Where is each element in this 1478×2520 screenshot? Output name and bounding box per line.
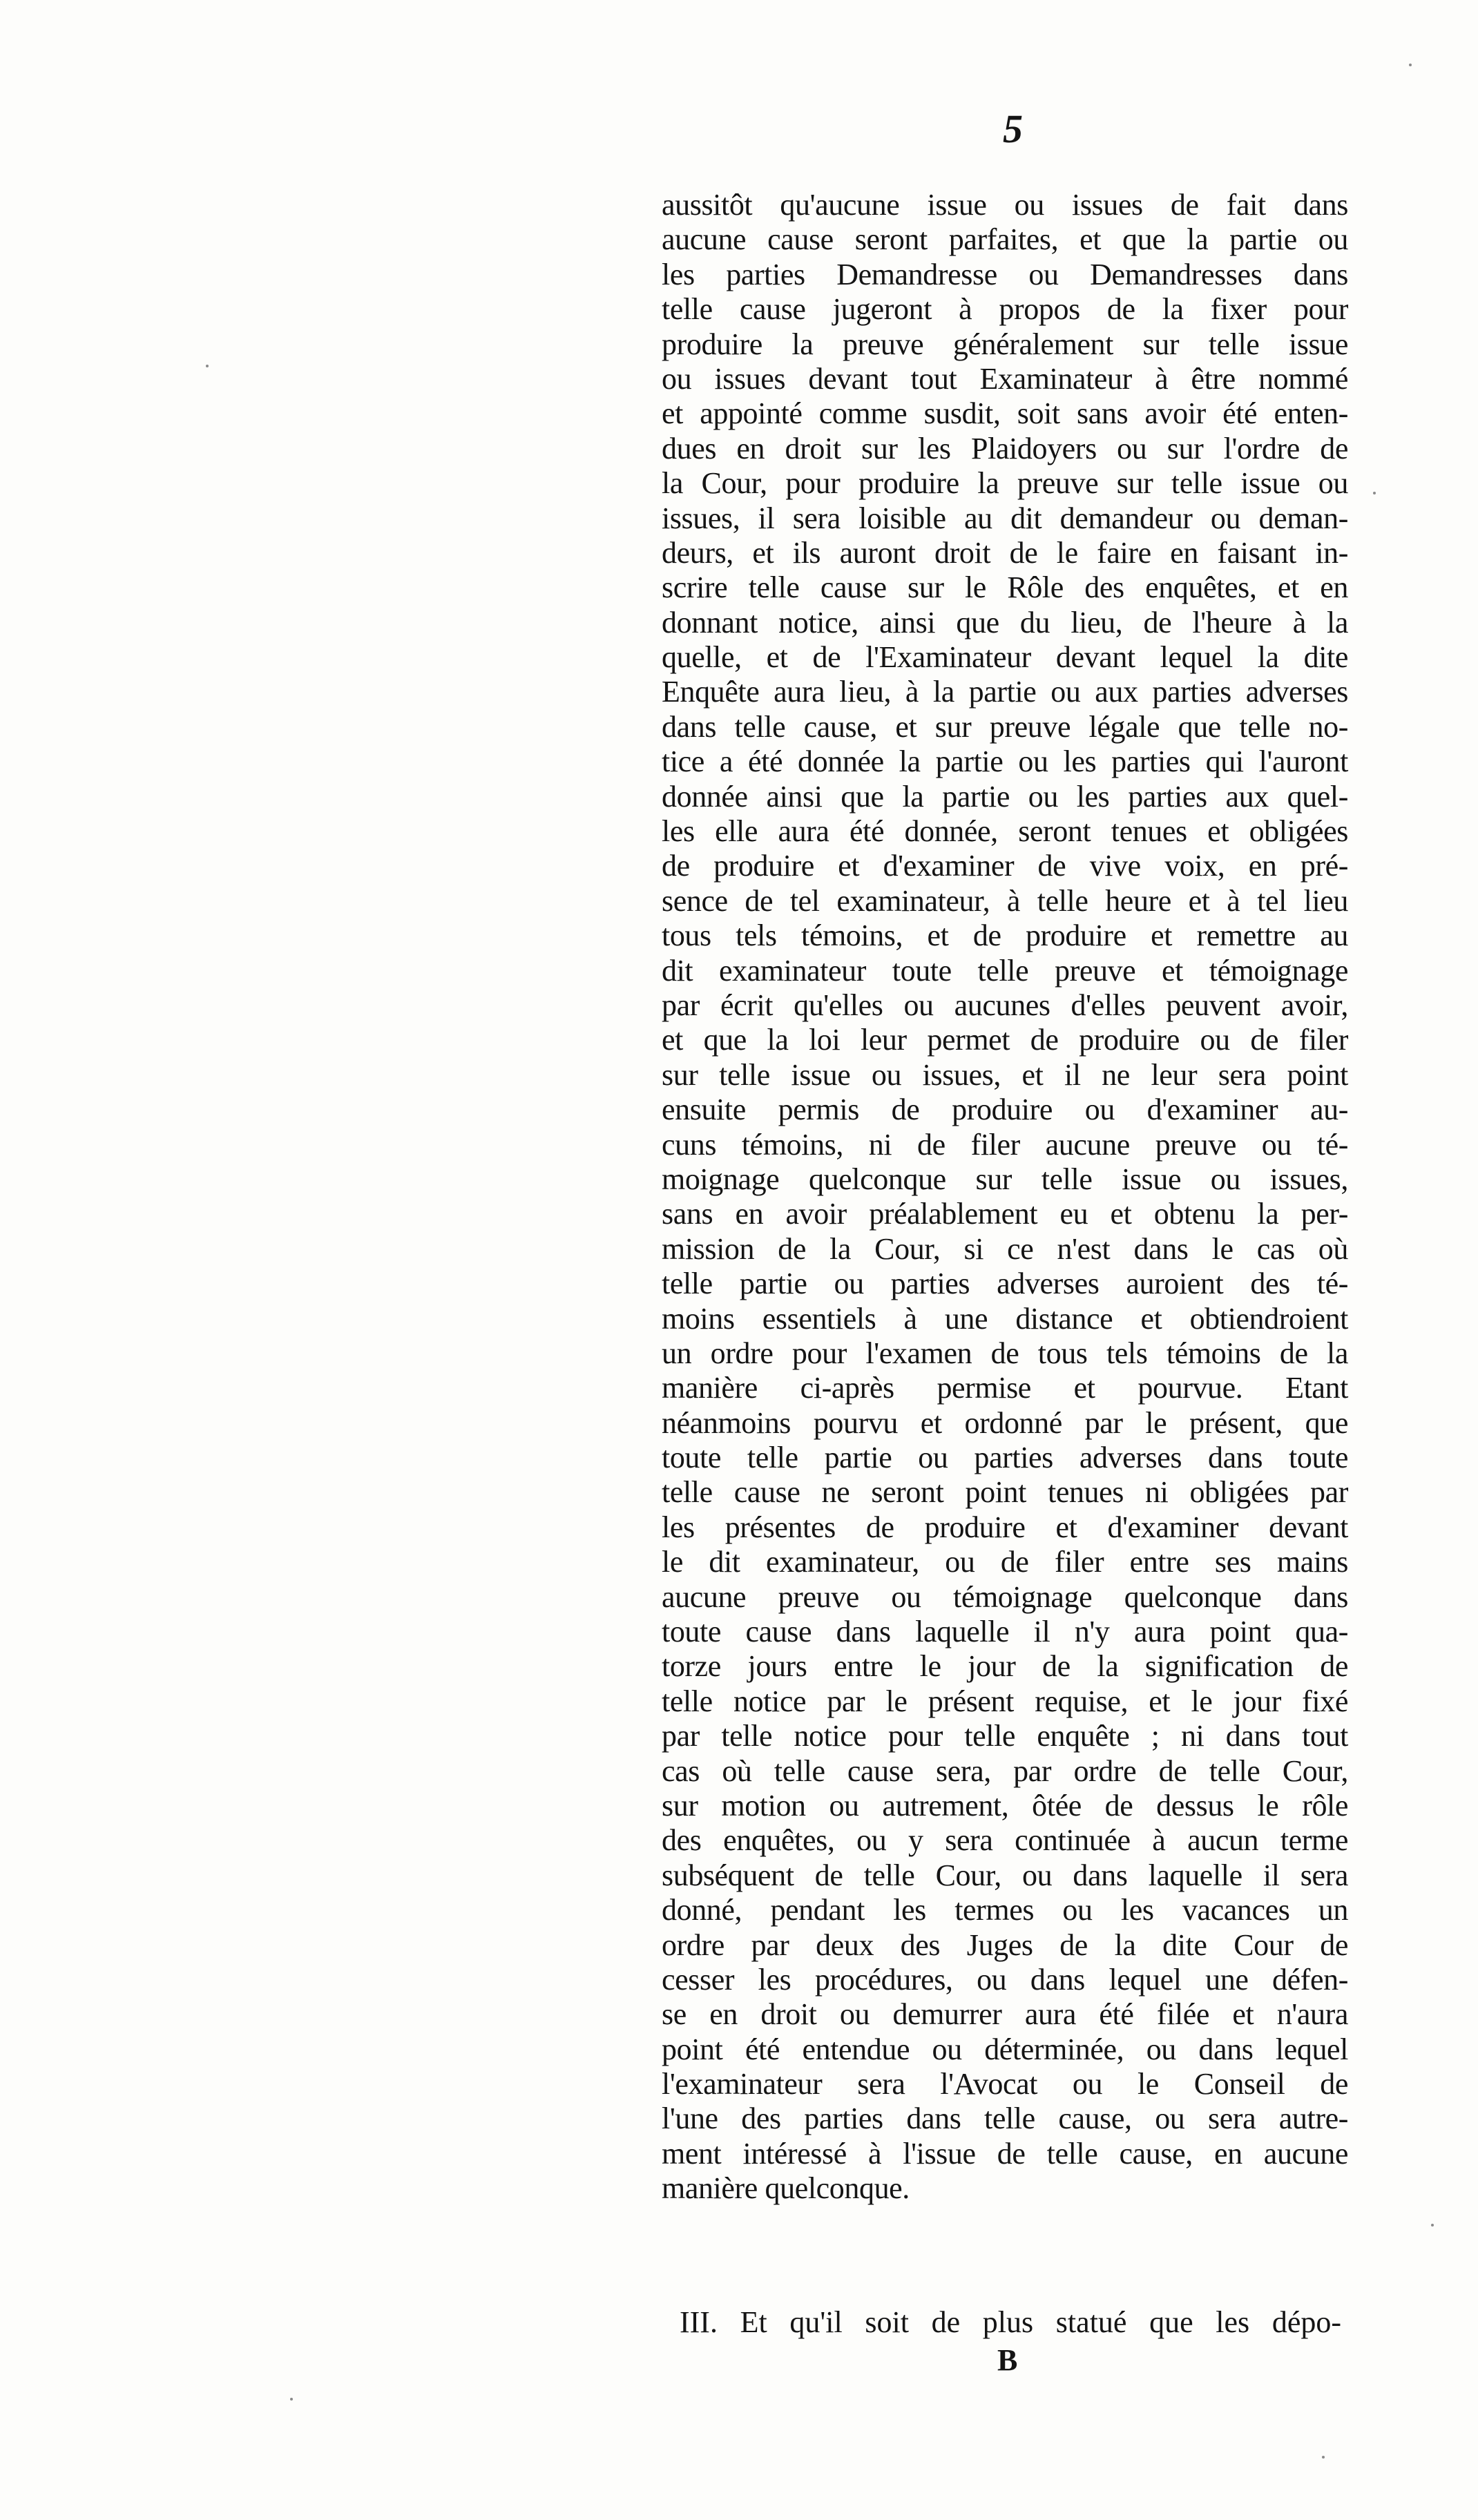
text-line: ment intéressé à l'issue de telle cause, en aucune [662, 2136, 1348, 2171]
text-line: toute telle partie ou parties adverses dans toute [662, 1441, 1348, 1475]
text-line: des enquêtes, ou y sera continuée à aucun terme [662, 1823, 1348, 1858]
text-line: donnant notice, ainsi que du lieu, de l'heure à la [662, 605, 1348, 639]
page-number: 5 [1003, 106, 1023, 151]
text-line: cuns témoins, ni de filer aucune preuve ou té- [662, 1127, 1348, 1162]
text-line: tous tels témoins, et de produire et remettre au [662, 918, 1348, 953]
text-line: se en droit ou demurrer aura été filée et n'aura [662, 1997, 1348, 2032]
text-line: produire la preuve généralement sur telle issue [662, 327, 1348, 361]
paper-speck [1373, 492, 1376, 494]
text-line: scrire telle cause sur le Rôle des enquêtes, et en [662, 570, 1348, 605]
text-line: telle cause jugeront à propos de la fixer pour [662, 292, 1348, 327]
paper-speck [290, 2398, 293, 2401]
text-line: les présentes de produire et d'examiner devant [662, 1510, 1348, 1544]
text-line: par écrit qu'elles ou aucunes d'elles peuvent avoir, [662, 988, 1348, 1022]
text-line: Enquête aura lieu, à la partie ou aux parties adverses [662, 675, 1348, 709]
text-line: sur telle issue ou issues, et il ne leur sera point [662, 1057, 1348, 1092]
text-line: toute cause dans laquelle il n'y aura point qua- [662, 1615, 1348, 1649]
text-line: l'une des parties dans telle cause, ou sera autre- [662, 2101, 1348, 2136]
text-line: sans en avoir préalablement eu et obtenu la per- [662, 1197, 1348, 1231]
text-line: donnée ainsi que la partie ou les parties aux quel- [662, 779, 1348, 814]
text-line: un ordre pour l'examen de tous tels témoins de la [662, 1336, 1348, 1370]
text-line: la Cour, pour produire la preuve sur telle issue ou [662, 466, 1348, 501]
text-line: moins essentiels à une distance et obtiendroient [662, 1301, 1348, 1336]
text-line: le dit examinateur, ou de filer entre ses mains [662, 1545, 1348, 1579]
paper-speck [1431, 2224, 1434, 2226]
text-line: ou issues devant tout Examinateur à être nommé [662, 361, 1348, 396]
text-line: les elle aura été donnée, seront tenues et obligées [662, 814, 1348, 849]
text-line: aucune preuve ou témoignage quelconque dans [662, 1579, 1348, 1614]
text-line: dues en droit sur les Plaidoyers ou sur l'ordre de [662, 431, 1348, 465]
text-line: de produire et d'examiner de vive voix, en pré- [662, 849, 1348, 883]
text-line: dit examinateur toute telle preuve et témoignage [662, 953, 1348, 988]
text-line: ensuite permis de produire ou d'examiner au- [662, 1093, 1348, 1127]
text-line: telle notice par le présent requise, et le jour fixé [662, 1684, 1348, 1718]
text-line: dans telle cause, et sur preuve légale que telle no- [662, 709, 1348, 744]
text-line: sence de tel examinateur, à telle heure et à tel lieu [662, 883, 1348, 918]
text-line: telle partie ou parties adverses auroient des té- [662, 1267, 1348, 1301]
text-line: aussitôt qu'aucune issue ou issues de fait dans [662, 188, 1348, 222]
text-line: cesser les procédures, ou dans lequel une défen- [662, 1962, 1348, 1997]
text-line: l'examinateur sera l'Avocat ou le Conseil de [662, 2067, 1348, 2101]
text-line: subséquent de telle Cour, ou dans laquelle il sera [662, 1858, 1348, 1892]
text-line: aucune cause seront parfaites, et que la partie ou [662, 222, 1348, 257]
text-line: cas où telle cause sera, par ordre de telle Cour, [662, 1753, 1348, 1788]
paper-speck [206, 365, 209, 367]
text-line: ordre par deux des Juges de la dite Cour de [662, 1927, 1348, 1962]
text-line: et appointé comme susdit, soit sans avoir été enten- [662, 396, 1348, 431]
text-line: sur motion ou autrement, ôtée de dessus le rôle [662, 1788, 1348, 1822]
text-line: deurs, et ils auront droit de le faire en faisant in- [662, 535, 1348, 570]
signature-mark: B [997, 2343, 1018, 2377]
text-line: point été entendue ou déterminée, ou dans lequel [662, 2032, 1348, 2066]
text-line: mission de la Cour, si ce n'est dans le cas où [662, 1231, 1348, 1266]
text-line: torze jours entre le jour de la signification de [662, 1649, 1348, 1684]
text-line: les parties Demandresse ou Demandresses dans [662, 257, 1348, 291]
text-line: issues, il sera loisible au dit demandeur ou deman- [662, 501, 1348, 535]
text-line: et que la loi leur permet de produire ou de filer [662, 1023, 1348, 1057]
text-line: manière ci-après permise et pourvue. Etant [662, 1371, 1348, 1405]
text-line: quelle, et de l'Examinateur devant lequel la dite [662, 640, 1348, 675]
body-text [662, 188, 1348, 2206]
text-line: donné, pendant les termes ou les vacances un [662, 1893, 1348, 1927]
text-line: tice a été donnée la partie ou les parties qui l'auront [662, 744, 1348, 779]
text-line-final: manière quelconque. [662, 2171, 910, 2206]
paper-speck [1409, 64, 1412, 66]
paper-speck [1322, 2456, 1325, 2459]
section-iii-opening: III. Et qu'il soit de plus statué que les dépo- [680, 2305, 1341, 2339]
text-line: telle cause ne seront point tenues ni obligées par [662, 1475, 1348, 1510]
text-line: par telle notice pour telle enquête ; ni dans tout [662, 1719, 1348, 1753]
text-line: moignage quelconque sur telle issue ou issues, [662, 1162, 1348, 1196]
text-line: néanmoins pourvu et ordonné par le présent, que [662, 1405, 1348, 1440]
